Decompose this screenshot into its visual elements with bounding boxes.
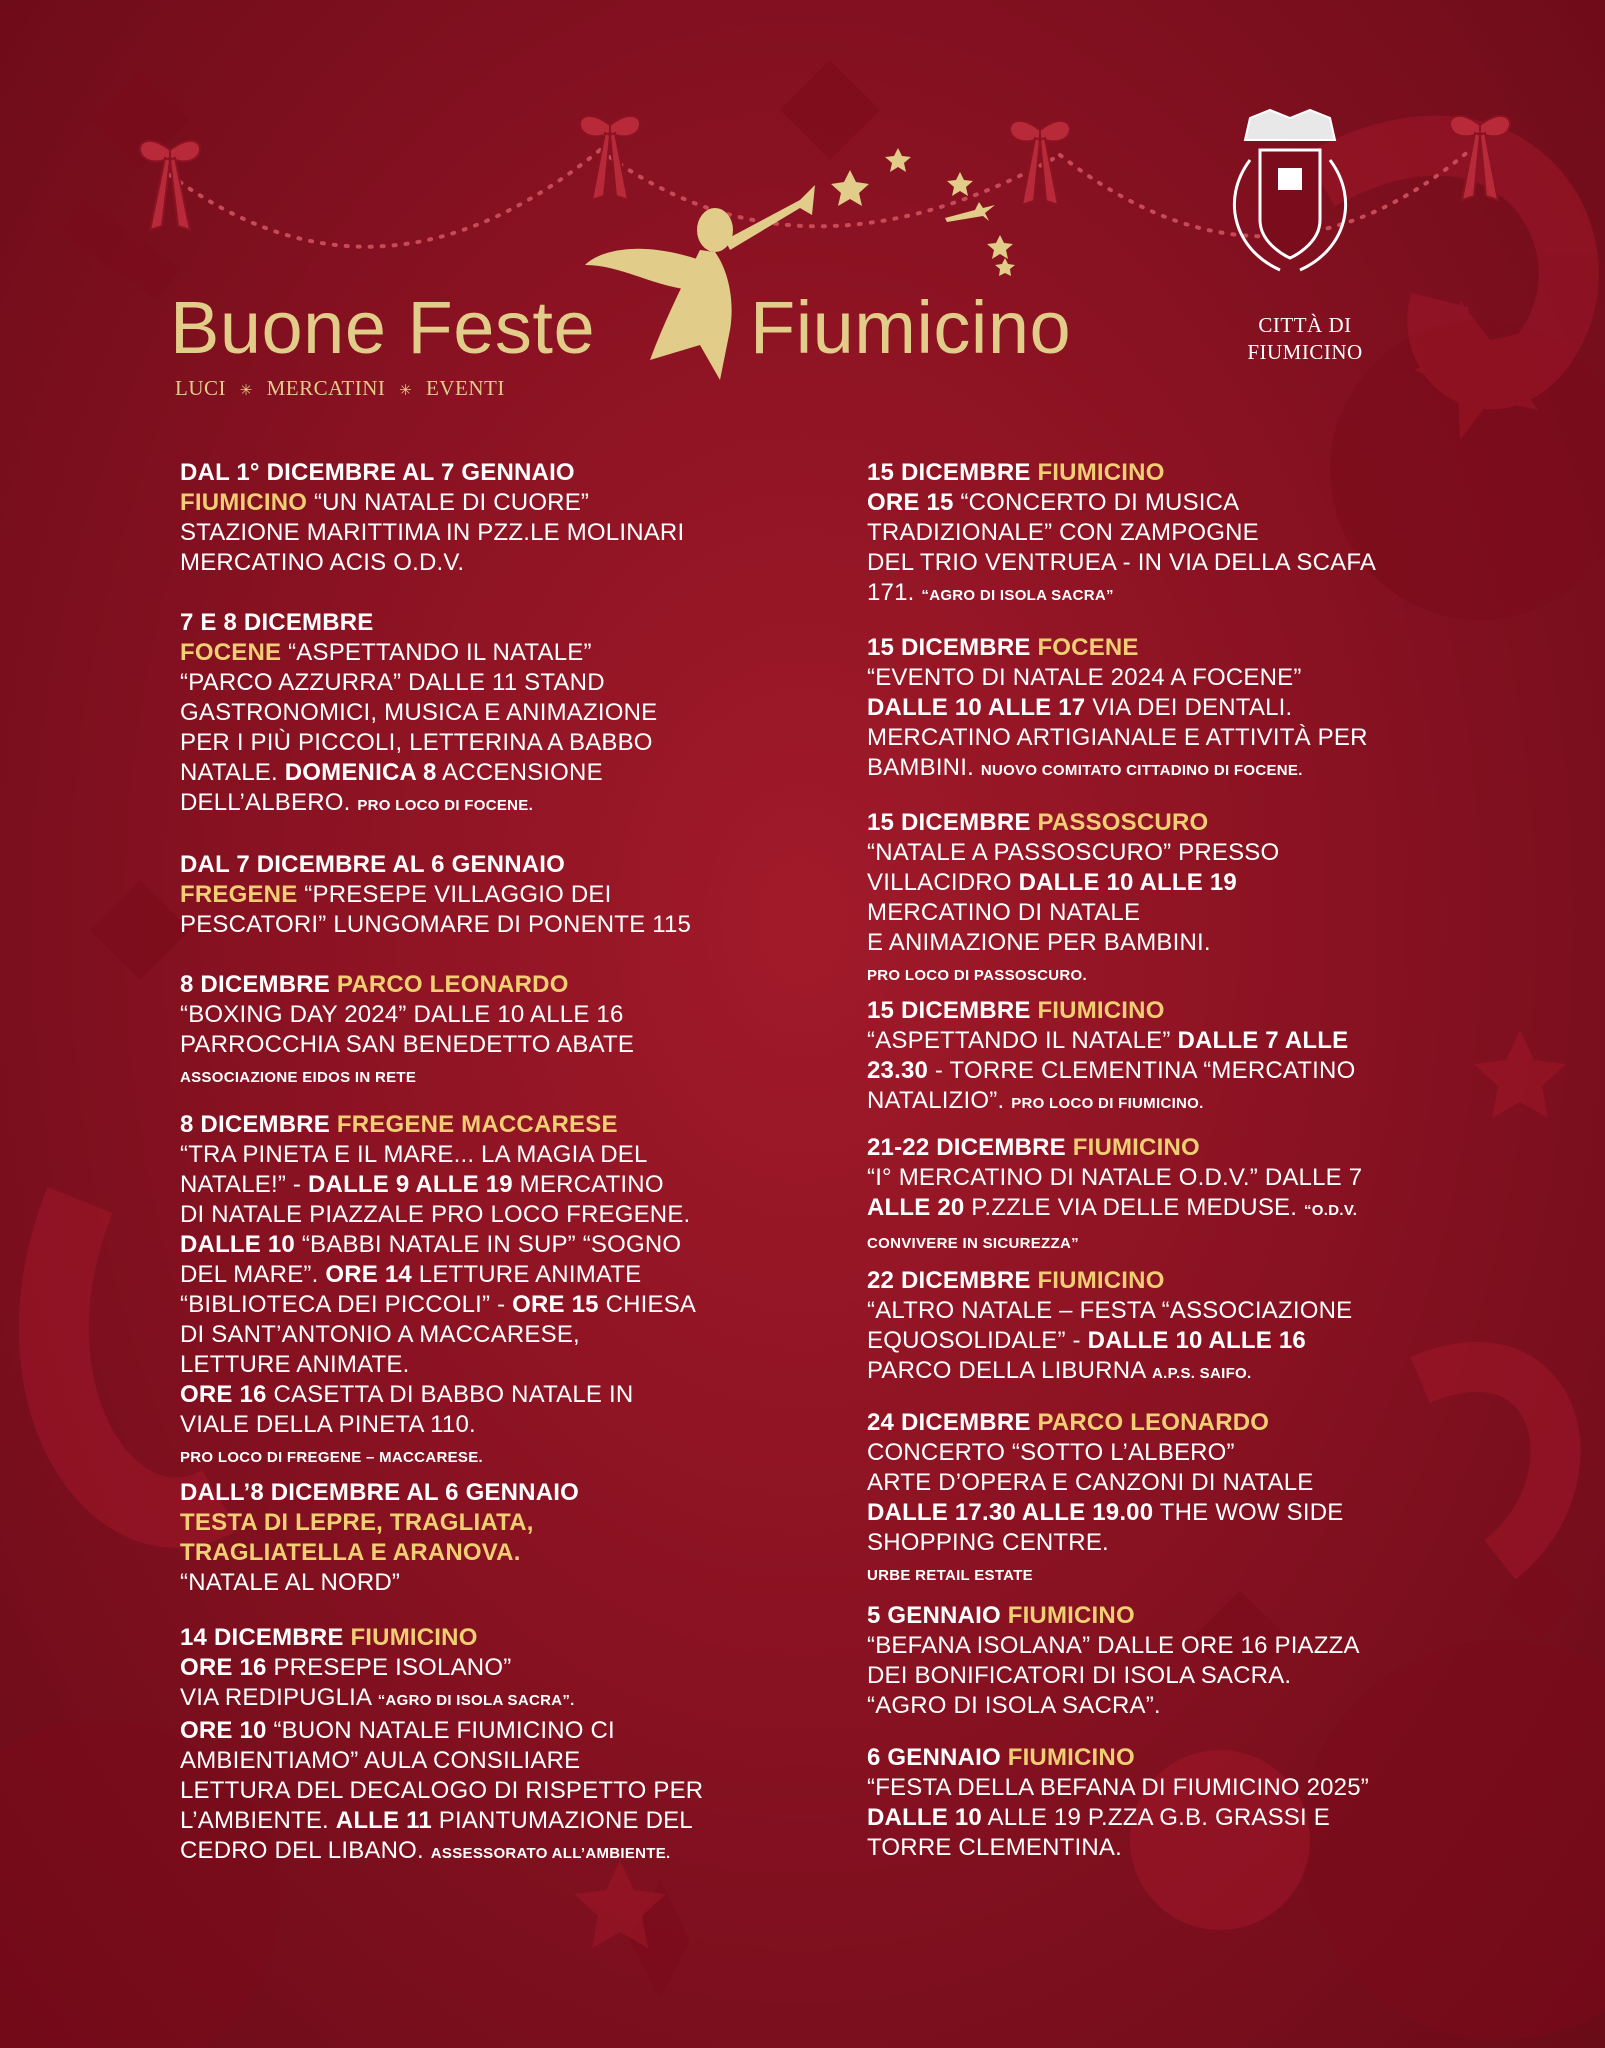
event-line: [180, 1806, 780, 1836]
event-line: [867, 488, 1467, 518]
event-text: DALL’8 DICEMBRE AL 6 GENNAIO: [180, 1479, 579, 1506]
event-text: “UN NATALE DI CUORE”: [307, 489, 590, 516]
event-text: GASTRONOMICI, MUSICA E ANIMAZIONE: [180, 699, 658, 726]
event-text: DALLE 10 ALLE 16: [1087, 1327, 1306, 1354]
event-text: DALLE 10 ALLE 19: [1018, 869, 1237, 896]
subtitle-mercatini: MERCATINI: [266, 376, 386, 400]
event-text: CONCERTO “SOTTO L’ALBERO”: [867, 1439, 1235, 1466]
event-text: 22 DICEMBRE: [867, 1267, 1038, 1294]
event-text: PARROCCHIA SAN BENEDETTO ABATE: [180, 1031, 635, 1058]
separator-icon: ✳: [239, 383, 253, 399]
event-text: “EVENTO DI NATALE 2024 A FOCENE”: [867, 664, 1302, 691]
event-text: DEI BONIFICATORI DI ISOLA SACRA.: [867, 1662, 1292, 1689]
event-line: [867, 1661, 1467, 1691]
event-text: “BIBLIOTECA DEI PICCOLI” -: [180, 1291, 513, 1318]
event-text: VIA REDIPUGLIA: [180, 1684, 378, 1711]
event-line: [867, 723, 1467, 753]
event-organizer: PRO LOCO DI FOCENE.: [357, 797, 534, 814]
event-line: [867, 1296, 1467, 1326]
event-organizer: URBE RETAIL ESTATE: [867, 1567, 1033, 1584]
event-location: PASSOSCURO: [1037, 809, 1209, 836]
event-text: DELL’ALBERO.: [180, 789, 358, 816]
star-icon: [995, 258, 1015, 276]
event-block: [180, 970, 780, 1093]
event-block: [867, 458, 1467, 611]
event-line: [180, 1140, 780, 1170]
event-line: [180, 608, 780, 638]
event-line: [180, 758, 780, 788]
event-line: [867, 1691, 1467, 1721]
event-text: MERCATINO ARTIGIANALE E ATTIVITÀ PER: [867, 724, 1368, 751]
event-text: SHOPPING CENTRE.: [867, 1529, 1109, 1556]
title-buone-feste: Buone Feste: [170, 286, 596, 369]
event-line: [867, 578, 1467, 611]
event-block: [867, 633, 1467, 786]
subtitle: [175, 376, 505, 401]
event-line: [180, 1110, 780, 1140]
event-text: “BABBI NATALE IN SUP” “SOGNO: [294, 1231, 682, 1258]
event-text: DALLE 10 ALLE 17: [867, 694, 1086, 721]
event-text: DEL MARE”.: [180, 1261, 326, 1288]
event-line: [867, 1026, 1467, 1056]
event-text: 15 DICEMBRE: [867, 459, 1038, 486]
event-text: VILLACIDRO: [867, 869, 1019, 896]
event-line: [180, 850, 780, 880]
event-text: E ANIMAZIONE PER BAMBINI.: [867, 929, 1211, 956]
event-line: [180, 788, 780, 821]
event-text: 8 DICEMBRE: [180, 971, 337, 998]
event-line: [180, 1290, 780, 1320]
event-text: 15 DICEMBRE: [867, 997, 1038, 1024]
event-line: [867, 1056, 1467, 1086]
event-text: “PRESEPE VILLAGGIO DEI: [297, 881, 612, 908]
event-text: ALLE 20: [867, 1194, 965, 1221]
event-text: ARTE D’OPERA E CANZONI DI NATALE: [867, 1469, 1314, 1496]
event-text: “PARCO AZZURRA” DALLE 11 STAND: [180, 669, 605, 696]
event-line: [180, 1776, 780, 1806]
event-line: [180, 1380, 780, 1410]
star-icon: [831, 170, 869, 206]
star-icon: [987, 235, 1013, 259]
event-line: [180, 1538, 780, 1568]
event-line: [180, 1623, 780, 1653]
event-line: [867, 548, 1467, 578]
event-line: [867, 1326, 1467, 1356]
event-text: “ASPETTANDO IL NATALE”: [281, 639, 592, 666]
event-line: [180, 638, 780, 668]
event-text: BAMBINI.: [867, 754, 981, 781]
event-text: DI NATALE PIAZZALE PRO LOCO FREGENE.: [180, 1201, 691, 1228]
event-text: “BOXING DAY 2024” DALLE 10 ALLE 16: [180, 1001, 624, 1028]
event-line: [867, 958, 1467, 991]
event-line: [867, 808, 1467, 838]
event-line: [180, 910, 780, 940]
event-text: “BEFANA ISOLANA” DALLE ORE 16 PIAZZA: [867, 1632, 1360, 1659]
event-text: ORE 10: [180, 1717, 267, 1744]
header: [0, 0, 1605, 450]
event-line: [867, 838, 1467, 868]
title-fiumicino: Fiumicino: [750, 286, 1072, 369]
event-line: [867, 753, 1467, 786]
event-text: 21-22 DICEMBRE: [867, 1134, 1073, 1161]
event-line: [867, 1743, 1467, 1773]
event-location: FOCENE: [1037, 634, 1139, 661]
event-line: [867, 996, 1467, 1026]
event-text: LETTURE ANIMATE: [411, 1261, 642, 1288]
event-block: [180, 458, 780, 578]
subtitle-eventi: EVENTI: [426, 376, 505, 400]
event-line: [867, 1408, 1467, 1438]
event-line: [180, 1836, 780, 1869]
event-text: 24 DICEMBRE: [867, 1409, 1038, 1436]
event-organizer: “O.D.V.: [1304, 1202, 1358, 1219]
event-line: [867, 633, 1467, 663]
event-line: [867, 1773, 1467, 1803]
event-text: DALLE 10: [180, 1231, 295, 1258]
crest-caption-line: CITTÀ DI: [1258, 313, 1352, 337]
event-line: [180, 1030, 780, 1060]
star-icon: [947, 172, 973, 196]
event-text: “BUON NATALE FIUMICINO CI: [266, 1717, 615, 1744]
event-text: DEL TRIO VENTRUEA - IN VIA DELLA SCAFA: [867, 549, 1377, 576]
event-text: DI SANT’ANTONIO A MACCARESE,: [180, 1321, 580, 1348]
event-organizer: “AGRO DI ISOLA SACRA”: [921, 587, 1114, 604]
event-text: PIANTUMAZIONE DEL: [431, 1807, 693, 1834]
event-block: [867, 1133, 1467, 1259]
event-line: [180, 1350, 780, 1380]
event-line: [867, 1833, 1467, 1863]
event-text: 23.30: [867, 1057, 929, 1084]
event-line: [180, 518, 780, 548]
event-line: [867, 1086, 1467, 1119]
event-text: EQUOSOLIDALE” -: [867, 1327, 1088, 1354]
event-text: ALLE 11: [335, 1807, 432, 1834]
event-line: [867, 928, 1467, 958]
event-text: TORRE CLEMENTINA.: [867, 1834, 1122, 1861]
event-text: DOMENICA 8: [284, 759, 437, 786]
event-text: “AGRO DI ISOLA SACRA”.: [867, 1692, 1161, 1719]
event-location: FIUMICINO: [1007, 1602, 1135, 1629]
event-line: [867, 663, 1467, 693]
event-line: [180, 1508, 780, 1538]
event-line: [180, 1170, 780, 1200]
event-text: “I° MERCATINO DI NATALE O.D.V.” DALLE 7: [867, 1164, 1363, 1191]
event-text: 7 E 8 DICEMBRE: [180, 609, 374, 636]
event-line: [867, 1803, 1467, 1833]
event-line: [180, 698, 780, 728]
event-text: ORE 15: [867, 489, 954, 516]
event-text: 14 DICEMBRE: [180, 1624, 351, 1651]
event-location: FOCENE: [180, 639, 282, 666]
event-organizer: PRO LOCO DI FIUMICINO.: [1011, 1095, 1204, 1112]
event-block: [180, 1478, 780, 1598]
event-text: ACCENSIONE: [436, 759, 603, 786]
event-line: [180, 488, 780, 518]
event-line: [180, 1440, 780, 1473]
event-line: [180, 1320, 780, 1350]
event-text: STAZIONE MARITTIMA IN PZZ.LE MOLINARI: [180, 519, 685, 546]
event-text: DALLE 10: [867, 1804, 982, 1831]
event-text: AMBIENTIAMO” AULA CONSILIARE: [180, 1747, 581, 1774]
event-location: PARCO LEONARDO: [336, 971, 569, 998]
event-line: [180, 880, 780, 910]
event-location: TRAGLIATELLA E ARANOVA.: [180, 1539, 521, 1566]
event-line: [180, 1200, 780, 1230]
event-block: [867, 808, 1467, 991]
event-line: [180, 728, 780, 758]
event-text: NATALE!” -: [180, 1171, 308, 1198]
event-line: [180, 970, 780, 1000]
event-organizer: PRO LOCO DI PASSOSCURO.: [867, 967, 1087, 984]
event-location: TESTA DI LEPRE, TRAGLIATA,: [180, 1509, 534, 1536]
event-location: PARCO LEONARDO: [1037, 1409, 1270, 1436]
event-text: MERCATINO ACIS O.D.V.: [180, 549, 465, 576]
event-text: DALLE 17.30 ALLE 19.00: [867, 1499, 1154, 1526]
event-text: LETTURA DEL DECALOGO DI RISPETTO PER: [180, 1777, 704, 1804]
event-line: [867, 1193, 1467, 1226]
event-location: FREGENE: [180, 881, 298, 908]
event-block: [867, 1743, 1467, 1863]
event-text: ORE 14: [325, 1261, 412, 1288]
event-line: [180, 1410, 780, 1440]
event-text: MERCATINO: [512, 1171, 664, 1198]
event-text: CEDRO DEL LIBANO.: [180, 1837, 431, 1864]
event-line: [180, 1230, 780, 1260]
crest-caption-line: FIUMICINO: [1247, 340, 1363, 364]
event-location: FIUMICINO: [1037, 997, 1165, 1024]
event-line: [180, 1716, 780, 1746]
event-line: [867, 693, 1467, 723]
event-line: [867, 1226, 1467, 1259]
event-text: L’AMBIENTE.: [180, 1807, 336, 1834]
event-block: [867, 1408, 1467, 1591]
event-text: LETTURE ANIMATE.: [180, 1351, 410, 1378]
event-line: [180, 1653, 780, 1683]
event-text: CASETTA DI BABBO NATALE IN: [266, 1381, 634, 1408]
event-text: PER I PIÙ PICCOLI, LETTERINA A BABBO: [180, 729, 653, 756]
event-text: ORE 16: [180, 1381, 267, 1408]
event-block: [180, 1623, 780, 1869]
event-text: 15 DICEMBRE: [867, 809, 1038, 836]
event-line: [867, 1601, 1467, 1631]
event-text: P.ZZLE VIA DELLE MEDUSE.: [964, 1194, 1304, 1221]
event-text: PESCATORI” LUNGOMARE DI PONENTE 115: [180, 911, 692, 938]
event-line: [180, 1746, 780, 1776]
event-line: [867, 898, 1467, 928]
event-location: FIUMICINO: [350, 1624, 478, 1651]
event-line: [180, 1478, 780, 1508]
event-text: DALLE 9 ALLE 19: [308, 1171, 513, 1198]
event-location: FIUMICINO: [1072, 1134, 1200, 1161]
event-text: ORE 16: [180, 1654, 267, 1681]
event-text: “NATALE A PASSOSCURO” PRESSO: [867, 839, 1280, 866]
event-line: [180, 1060, 780, 1093]
subtitle-luci: LUCI: [175, 376, 226, 400]
event-text: “FESTA DELLA BEFANA DI FIUMICINO 2025”: [867, 1774, 1369, 1801]
event-block: [867, 996, 1467, 1119]
event-line: [180, 1568, 780, 1598]
event-text: NATALIZIO”.: [867, 1087, 1012, 1114]
event-organizer: CONVIVERE IN SICUREZZA”: [867, 1235, 1079, 1252]
event-line: [180, 1683, 780, 1716]
event-text: TRADIZIONALE” CON ZAMPOGNE: [867, 519, 1259, 546]
event-text: PRESEPE ISOLANO”: [266, 1654, 512, 1681]
event-text: ALLE 19 P.ZZA G.B. GRASSI E: [981, 1804, 1330, 1831]
event-organizer: ASSOCIAZIONE EIDOS IN RETE: [180, 1069, 417, 1086]
event-text: “TRA PINETA E IL MARE... LA MAGIA DEL: [180, 1141, 648, 1168]
city-crest-icon: [1234, 110, 1345, 270]
event-block: [867, 1266, 1467, 1389]
event-line: [867, 1468, 1467, 1498]
event-text: “NATALE AL NORD”: [180, 1569, 401, 1596]
event-text: ORE 15: [512, 1291, 599, 1318]
event-text: - TORRE CLEMENTINA “MERCATINO: [928, 1057, 1356, 1084]
event-text: “ALTRO NATALE – FESTA “ASSOCIAZIONE: [867, 1297, 1353, 1324]
event-text: NATALE.: [180, 759, 285, 786]
event-text: “ASPETTANDO IL NATALE”: [867, 1027, 1178, 1054]
event-line: [180, 458, 780, 488]
event-location: FIUMICINO: [1037, 459, 1165, 486]
event-block: [867, 1601, 1467, 1721]
event-organizer: NUOVO COMITATO CITTADINO DI FOCENE.: [980, 762, 1303, 779]
event-location: FIUMICINO: [1037, 1267, 1165, 1294]
event-line: [867, 1266, 1467, 1296]
event-line: [180, 1260, 780, 1290]
event-location: FIUMICINO: [180, 489, 308, 516]
event-text: 171.: [867, 579, 922, 606]
event-line: [867, 1438, 1467, 1468]
event-line: [867, 518, 1467, 548]
event-block: [180, 1110, 780, 1473]
event-text: CHIESA: [598, 1291, 697, 1318]
star-icon: [885, 148, 911, 172]
event-text: THE WOW SIDE: [1153, 1499, 1344, 1526]
event-text: MERCATINO DI NATALE: [867, 899, 1141, 926]
event-block: [180, 608, 780, 821]
event-text: 5 GENNAIO: [867, 1602, 1008, 1629]
event-text: VIALE DELLA PINETA 110.: [180, 1411, 476, 1438]
event-text: PARCO DELLA LIBURNA: [867, 1357, 1152, 1384]
event-text: VIA DEI DENTALI.: [1085, 694, 1293, 721]
event-line: [867, 1558, 1467, 1591]
event-line: [867, 458, 1467, 488]
separator-icon: ✳: [399, 383, 413, 399]
event-line: [867, 868, 1467, 898]
event-text: “CONCERTO DI MUSICA: [953, 489, 1240, 516]
event-line: [867, 1133, 1467, 1163]
event-line: [867, 1528, 1467, 1558]
event-line: [180, 668, 780, 698]
event-text: DALLE 7 ALLE: [1177, 1027, 1349, 1054]
event-line: [180, 548, 780, 578]
event-text: DAL 1° DICEMBRE AL 7 GENNAIO: [180, 459, 575, 486]
event-line: [180, 1000, 780, 1030]
event-line: [867, 1498, 1467, 1528]
event-text: DAL 7 DICEMBRE AL 6 GENNAIO: [180, 851, 566, 878]
event-line: [867, 1356, 1467, 1389]
event-text: 8 DICEMBRE: [180, 1111, 337, 1138]
event-text: 6 GENNAIO: [867, 1744, 1008, 1771]
event-organizer: A.P.S. SAIFO.: [1152, 1365, 1252, 1382]
event-text: 15 DICEMBRE: [867, 634, 1038, 661]
event-location: FREGENE MACCARESE: [336, 1111, 618, 1138]
event-organizer: ASSESSORATO ALL’AMBIENTE.: [430, 1845, 671, 1862]
event-organizer: “AGRO DI ISOLA SACRA”.: [377, 1692, 575, 1709]
event-organizer: PRO LOCO DI FREGENE – MACCARESE.: [180, 1449, 483, 1466]
crest-caption: [1210, 312, 1400, 366]
event-block: [180, 850, 780, 940]
event-location: FIUMICINO: [1007, 1744, 1135, 1771]
event-line: [867, 1631, 1467, 1661]
event-line: [867, 1163, 1467, 1193]
